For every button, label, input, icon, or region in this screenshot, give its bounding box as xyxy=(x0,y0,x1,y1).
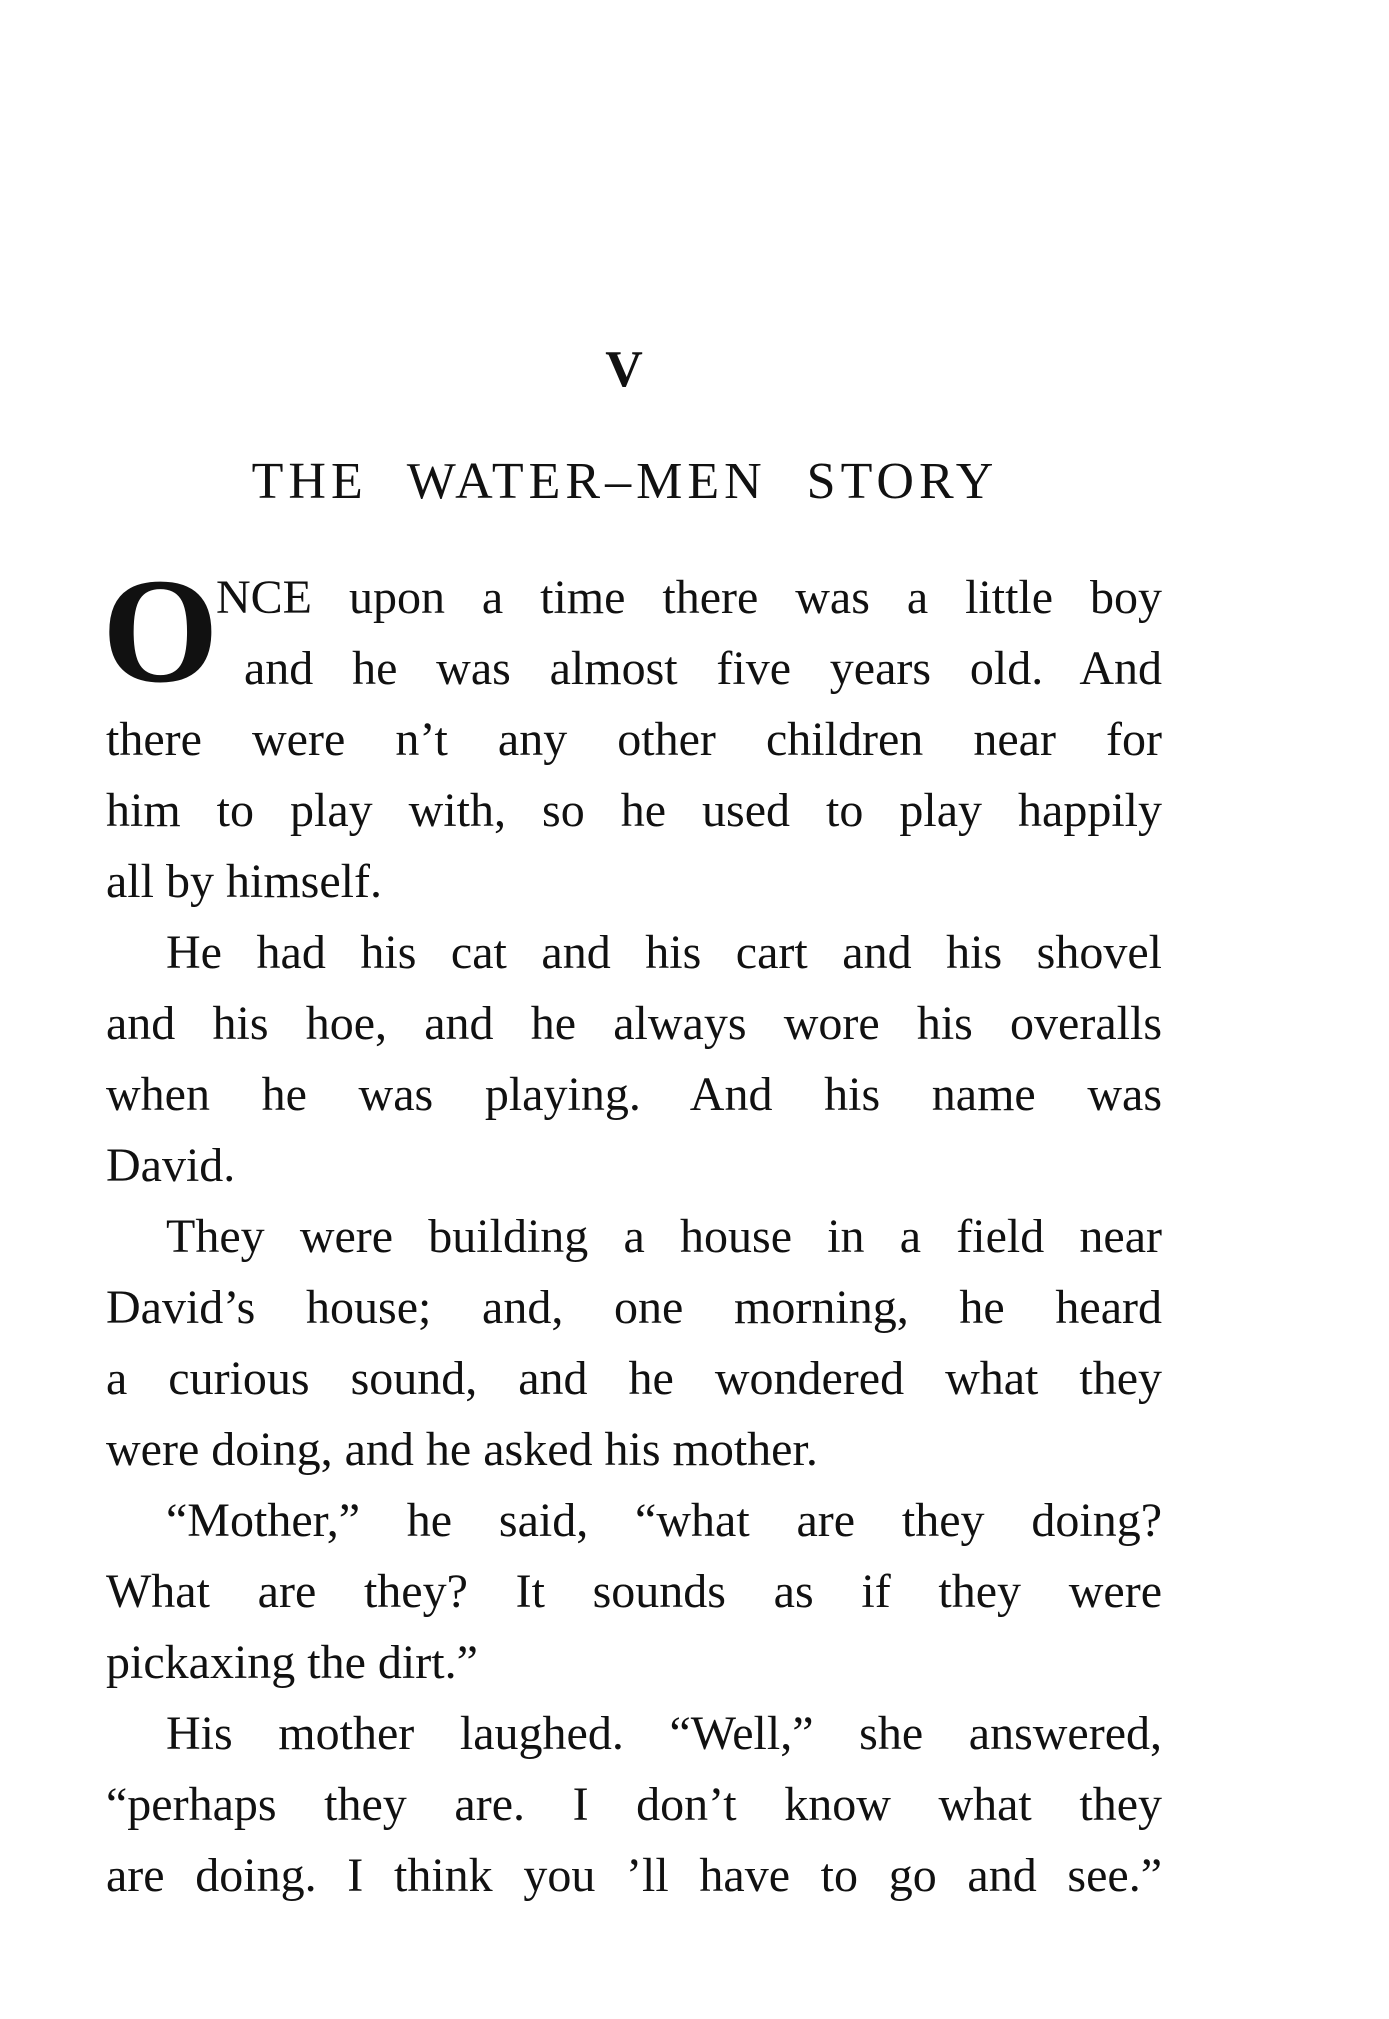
text-line: pickaxing the dirt.” xyxy=(106,1636,478,1689)
paragraph-2 xyxy=(106,917,1162,1201)
text-line: there were n’t any other children near for xyxy=(106,713,1162,766)
paragraph-1 xyxy=(102,548,1162,917)
text-line: him to play with, so he used to play happily xyxy=(106,784,1162,837)
text-line: all by himself. xyxy=(106,855,382,908)
text-line: What are they? It sounds as if they were xyxy=(106,1565,1162,1618)
text-line: “Mother,” he said, “what are they doing? xyxy=(166,1494,1162,1547)
text-line: His mother laughed. “Well,” she answered, xyxy=(166,1707,1162,1760)
paragraph-5 xyxy=(106,1698,1162,1911)
text-line: and he was almost five years old. And xyxy=(244,642,1162,695)
text-line: David. xyxy=(106,1139,236,1192)
paragraph-3 xyxy=(106,1201,1162,1485)
chapter-title: THE WATER–MEN STORY xyxy=(251,453,999,510)
text-line: a curious sound, and he wondered what they xyxy=(106,1352,1162,1405)
text-line: They were building a house in a field near xyxy=(166,1210,1162,1263)
drop-cap: O xyxy=(102,548,219,714)
text-line: He had his cat and his cart and his shovel xyxy=(166,926,1162,979)
text-line: David’s house; and, one morning, he heard xyxy=(106,1281,1162,1334)
text-line: NCE upon a time there was a little boy xyxy=(216,571,1162,624)
chapter-body xyxy=(102,548,1162,1911)
text-line: and his hoe, and he always wore his overalls xyxy=(106,997,1162,1050)
paragraph-4 xyxy=(106,1485,1162,1698)
text-line: “perhaps they are. I don’t know what they xyxy=(106,1778,1162,1831)
text-line: when he was playing. And his name was xyxy=(106,1068,1162,1121)
chapter-number: V xyxy=(605,341,645,398)
text-line: are doing. I think you ’ll have to go and see.” xyxy=(106,1849,1162,1902)
text-line: were doing, and he asked his mother. xyxy=(106,1423,818,1476)
